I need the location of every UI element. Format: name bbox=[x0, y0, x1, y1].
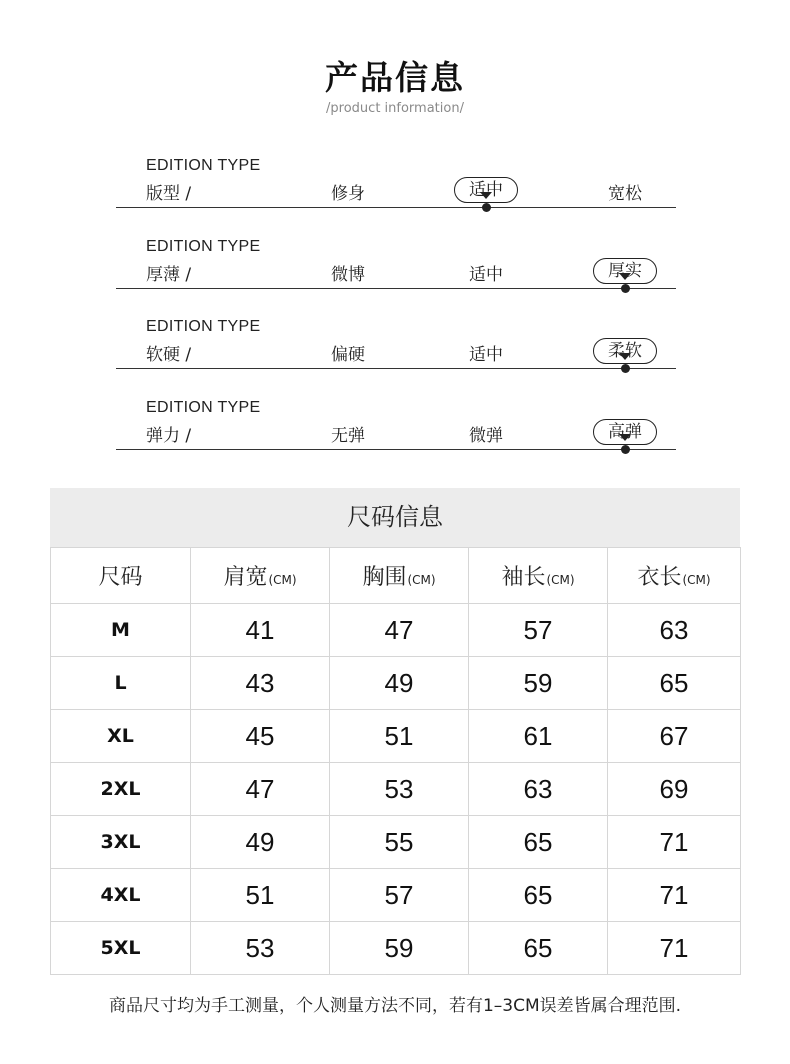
column-header-unit: (CM) bbox=[407, 573, 436, 587]
attribute-option bbox=[431, 421, 541, 446]
table-header-row bbox=[51, 548, 741, 604]
attribute-scale-line bbox=[116, 207, 676, 208]
attribute-option-label: 偏硬 bbox=[331, 345, 365, 365]
column-header-name: 肩宽 bbox=[223, 565, 268, 590]
page-subtitle: /product information/ bbox=[326, 101, 464, 116]
attribute-row bbox=[116, 157, 676, 237]
attribute-label-en: EDITION TYPE bbox=[146, 399, 261, 416]
attribute-option-label: 厚实 bbox=[593, 258, 657, 284]
measurement-cell: 61 bbox=[469, 710, 608, 763]
column-header-unit: (CM) bbox=[546, 573, 575, 587]
column-header-name: 衣长 bbox=[637, 565, 682, 590]
size-table bbox=[50, 488, 740, 975]
measurement-cell: 57 bbox=[469, 604, 608, 657]
attribute-option-label: 微弹 bbox=[469, 426, 503, 446]
size-label-cell: XL bbox=[51, 710, 191, 763]
size-grid bbox=[50, 547, 741, 975]
column-header-name: 尺码 bbox=[98, 565, 143, 590]
size-label-cell: 4XL bbox=[51, 869, 191, 922]
column-header-unit: (CM) bbox=[682, 573, 711, 587]
attribute-label-en: EDITION TYPE bbox=[146, 238, 261, 255]
table-row bbox=[51, 657, 741, 710]
measurement-cell: 63 bbox=[608, 604, 741, 657]
attribute-option-label: 适中 bbox=[469, 345, 503, 365]
column-header bbox=[469, 548, 608, 604]
size-table-title: 尺码信息 bbox=[50, 488, 740, 547]
attribute-option bbox=[431, 260, 541, 285]
attribute-label-en: EDITION TYPE bbox=[146, 157, 261, 174]
measurement-cell: 65 bbox=[469, 816, 608, 869]
attribute-scale-line bbox=[116, 368, 676, 369]
attribute-label-cn: 版型 / bbox=[146, 184, 192, 204]
measurement-cell: 49 bbox=[330, 657, 469, 710]
measurement-note: 商品尺寸均为手工测量，个人测量方法不同，若有1–3CM误差皆属合理范围. bbox=[108, 996, 682, 1016]
measurement-cell: 49 bbox=[191, 816, 330, 869]
size-label-cell: L bbox=[51, 657, 191, 710]
table-row bbox=[51, 604, 741, 657]
measurement-cell: 71 bbox=[608, 816, 741, 869]
measurement-cell: 53 bbox=[191, 922, 330, 975]
attribute-label-cn: 厚薄 / bbox=[146, 265, 192, 285]
attribute-option-label: 适中 bbox=[469, 265, 503, 285]
table-row bbox=[51, 710, 741, 763]
attribute-row bbox=[116, 399, 676, 479]
measurement-cell: 55 bbox=[330, 816, 469, 869]
measurement-cell: 47 bbox=[330, 604, 469, 657]
attribute-option-label: 柔软 bbox=[593, 338, 657, 364]
size-label-cell: 2XL bbox=[51, 763, 191, 816]
selection-pointer bbox=[619, 434, 631, 441]
column-header-unit: (CM) bbox=[268, 573, 297, 587]
selection-dot bbox=[621, 284, 630, 293]
size-label-cell: 5XL bbox=[51, 922, 191, 975]
measurement-cell: 67 bbox=[608, 710, 741, 763]
attribute-option-label: 无弹 bbox=[331, 426, 365, 446]
selection-pointer bbox=[619, 353, 631, 360]
measurement-cell: 59 bbox=[469, 657, 608, 710]
size-label-cell: 3XL bbox=[51, 816, 191, 869]
attribute-label-cn: 软硬 / bbox=[146, 345, 192, 365]
attribute-option bbox=[293, 421, 403, 446]
table-row bbox=[51, 869, 741, 922]
table-row bbox=[51, 816, 741, 869]
measurement-cell: 43 bbox=[191, 657, 330, 710]
selection-dot bbox=[621, 445, 630, 454]
measurement-cell: 71 bbox=[608, 869, 741, 922]
attribute-row bbox=[116, 318, 676, 398]
attribute-option bbox=[570, 179, 680, 204]
table-row bbox=[51, 763, 741, 816]
measurement-cell: 41 bbox=[191, 604, 330, 657]
page-title: 产品信息 bbox=[325, 58, 465, 97]
column-header-name: 袖长 bbox=[501, 565, 546, 590]
measurement-cell: 53 bbox=[330, 763, 469, 816]
attribute-option-label: 宽松 bbox=[608, 184, 642, 204]
measurement-cell: 65 bbox=[469, 869, 608, 922]
attribute-scale-line bbox=[116, 288, 676, 289]
attribute-option-label: 修身 bbox=[331, 184, 365, 204]
column-header bbox=[608, 548, 741, 604]
selection-pointer bbox=[619, 273, 631, 280]
attribute-option bbox=[293, 179, 403, 204]
column-header bbox=[330, 548, 469, 604]
measurement-cell: 59 bbox=[330, 922, 469, 975]
measurement-cell: 65 bbox=[608, 657, 741, 710]
measurement-cell: 45 bbox=[191, 710, 330, 763]
size-label-cell: M bbox=[51, 604, 191, 657]
attribute-option bbox=[431, 340, 541, 365]
attribute-option-label: 微博 bbox=[331, 265, 365, 285]
selection-dot bbox=[621, 364, 630, 373]
column-header-name: 胸围 bbox=[362, 565, 407, 590]
measurement-cell: 57 bbox=[330, 869, 469, 922]
attribute-option bbox=[293, 260, 403, 285]
measurement-cell: 51 bbox=[330, 710, 469, 763]
selection-dot bbox=[482, 203, 491, 212]
column-header bbox=[51, 548, 191, 604]
measurement-cell: 47 bbox=[191, 763, 330, 816]
attribute-label-cn: 弹力 / bbox=[146, 426, 192, 446]
attribute-option-label: 适中 bbox=[454, 177, 518, 203]
measurement-cell: 51 bbox=[191, 869, 330, 922]
attribute-scale-line bbox=[116, 449, 676, 450]
measurement-cell: 65 bbox=[469, 922, 608, 975]
attribute-row bbox=[116, 238, 676, 318]
measurement-cell: 71 bbox=[608, 922, 741, 975]
attribute-option bbox=[293, 340, 403, 365]
attribute-option-label: 高弹 bbox=[593, 419, 657, 445]
table-row bbox=[51, 922, 741, 975]
measurement-cell: 69 bbox=[608, 763, 741, 816]
measurement-cell: 63 bbox=[469, 763, 608, 816]
selection-pointer bbox=[480, 192, 492, 199]
column-header bbox=[191, 548, 330, 604]
attribute-label-en: EDITION TYPE bbox=[146, 318, 261, 335]
